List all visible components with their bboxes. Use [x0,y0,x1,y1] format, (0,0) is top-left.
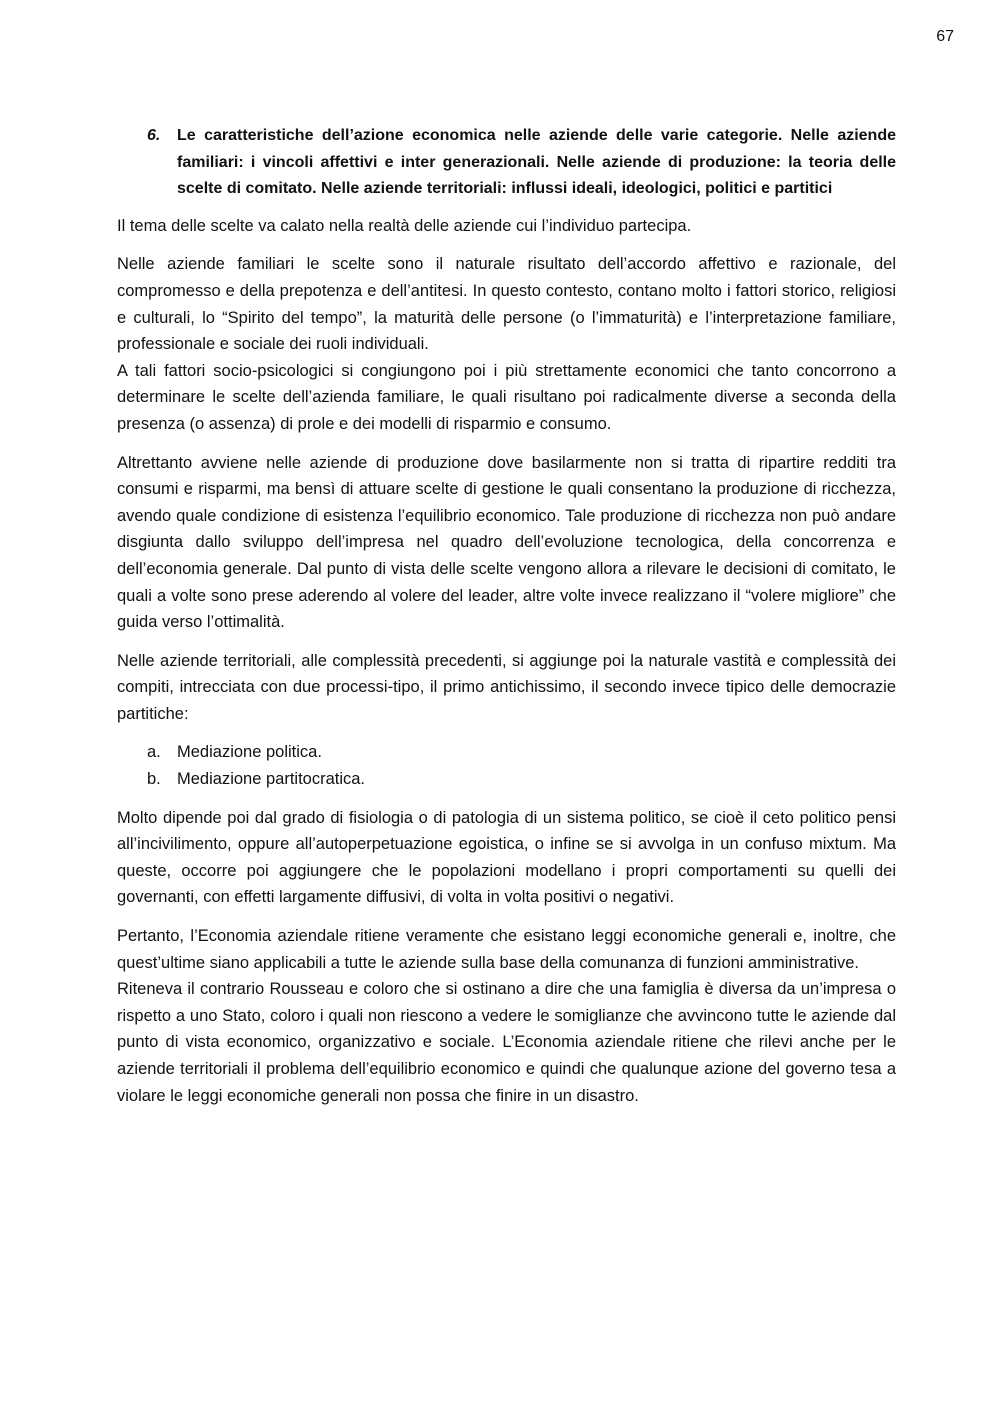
paragraph: Molto dipende poi dal grado di fisiologia o di patologia di un sistema politico, se cioè il ceto politico pensi all’incivilimento, oppure all’autoperpetuazione egoistica, o infine se si avvolga in un confuso mixtum. Ma queste, occorre poi aggiungere che le popolazioni modellano i propri comportamenti su quelli dei governanti, con effetti largamente diffusivi, di volta in volta positivi o negativi. [117,808,896,907]
list-item-text: Mediazione politica. [177,743,322,762]
list-marker: b. [147,770,161,789]
list-item [147,739,896,766]
page-number: 67 [936,28,954,45]
section-heading [147,123,896,203]
paragraph: Nelle aziende territoriali, alle complessità precedenti, si aggiunge poi la naturale vastità e complessità dei compiti, intrecciata con due processi-tipo, il primo antichissimo, il secondo invece tipico delle democrazie partitiche: [117,651,896,723]
paragraph: Pertanto, l’Economia aziendale ritiene veramente che esistano leggi economiche generali e, inoltre, che quest’ultime siano applicabili a tutte le aziende sulla base della comunanza di funzioni amministrative. [117,927,896,972]
paragraph: Nelle aziende familiari le scelte sono il naturale risultato dell’accordo affettivo e razionale, del compromesso e della prepotenza e dell’antitesi. In questo contesto, contano molto i fattori storico, religiosi e culturali, lo “Spirito del tempo”, la maturità delle persone (o l’immaturità) e l’interpretazione familiare, professionale e sociale dei ruoli individuali. [117,255,896,354]
list-marker: a. [147,743,161,762]
paragraph: Riteneva il contrario Rousseau e coloro che si ostinano a dire che una famiglia è diversa da un’impresa o rispetto a uno Stato, coloro i quali non riescono a vedere le somiglianze che avvincono tutte le aziende dal punto di vista economico, organizzativo e sociale. L’Economia aziendale ritiene che rilevi anche per le aziende territoriali il problema dell’equilibrio economico e quindi che qualunque azione del governo tesa a violare le leggi economiche generali non possa che finire in un disastro. [117,980,896,1105]
mediation-list [147,739,896,792]
section-number: 6. [147,127,161,144]
paragraph: A tali fattori socio-psicologici si congiungono poi i più strettamente economici che tanto concorrono a determinare le scelte dell’azienda familiare, le quali risultano poi radicalmente diverse a seconda della presenza (o assenza) di prole e dei modelli di risparmio e consumo. [117,361,896,433]
section-title: Le caratteristiche dell’azione economica nelle aziende delle varie categorie. Nelle aziende familiari: i vincoli affettivi e inter generazionali. Nelle aziende di produzione: la teoria delle scelte di comitato. Nelle aziende territoriali: influssi ideali, ideologici, politici e partitici [177,127,896,198]
document-body [117,123,896,1121]
paragraph: Il tema delle scelte va calato nella realtà delle aziende cui l’individuo partecipa. [117,216,692,235]
list-item [147,766,896,793]
list-item-text: Mediazione partitocratica. [177,770,366,789]
paragraph: Altrettanto avviene nelle aziende di produzione dove basilarmente non si tratta di ripartire redditi tra consumi e risparmi, ma bensì di attuare scelte di gestione le quali consentano la produzione di ricchezza, avendo quale condizione di esistenza l’equilibrio economico. Tale produzione di ricchezza non può andare disgiunta dallo sviluppo dell’impresa nel quadro dell’evoluzione tecnologica, della concorrenza e dell’economia generale. Dal punto di vista delle scelte vengono allora a rilevare le decisioni di comitato, le quali a volte sono prese aderendo al volere del leader, altre volte invece realizzano il “volere migliore” che guida verso l’ottimalità. [117,453,896,632]
